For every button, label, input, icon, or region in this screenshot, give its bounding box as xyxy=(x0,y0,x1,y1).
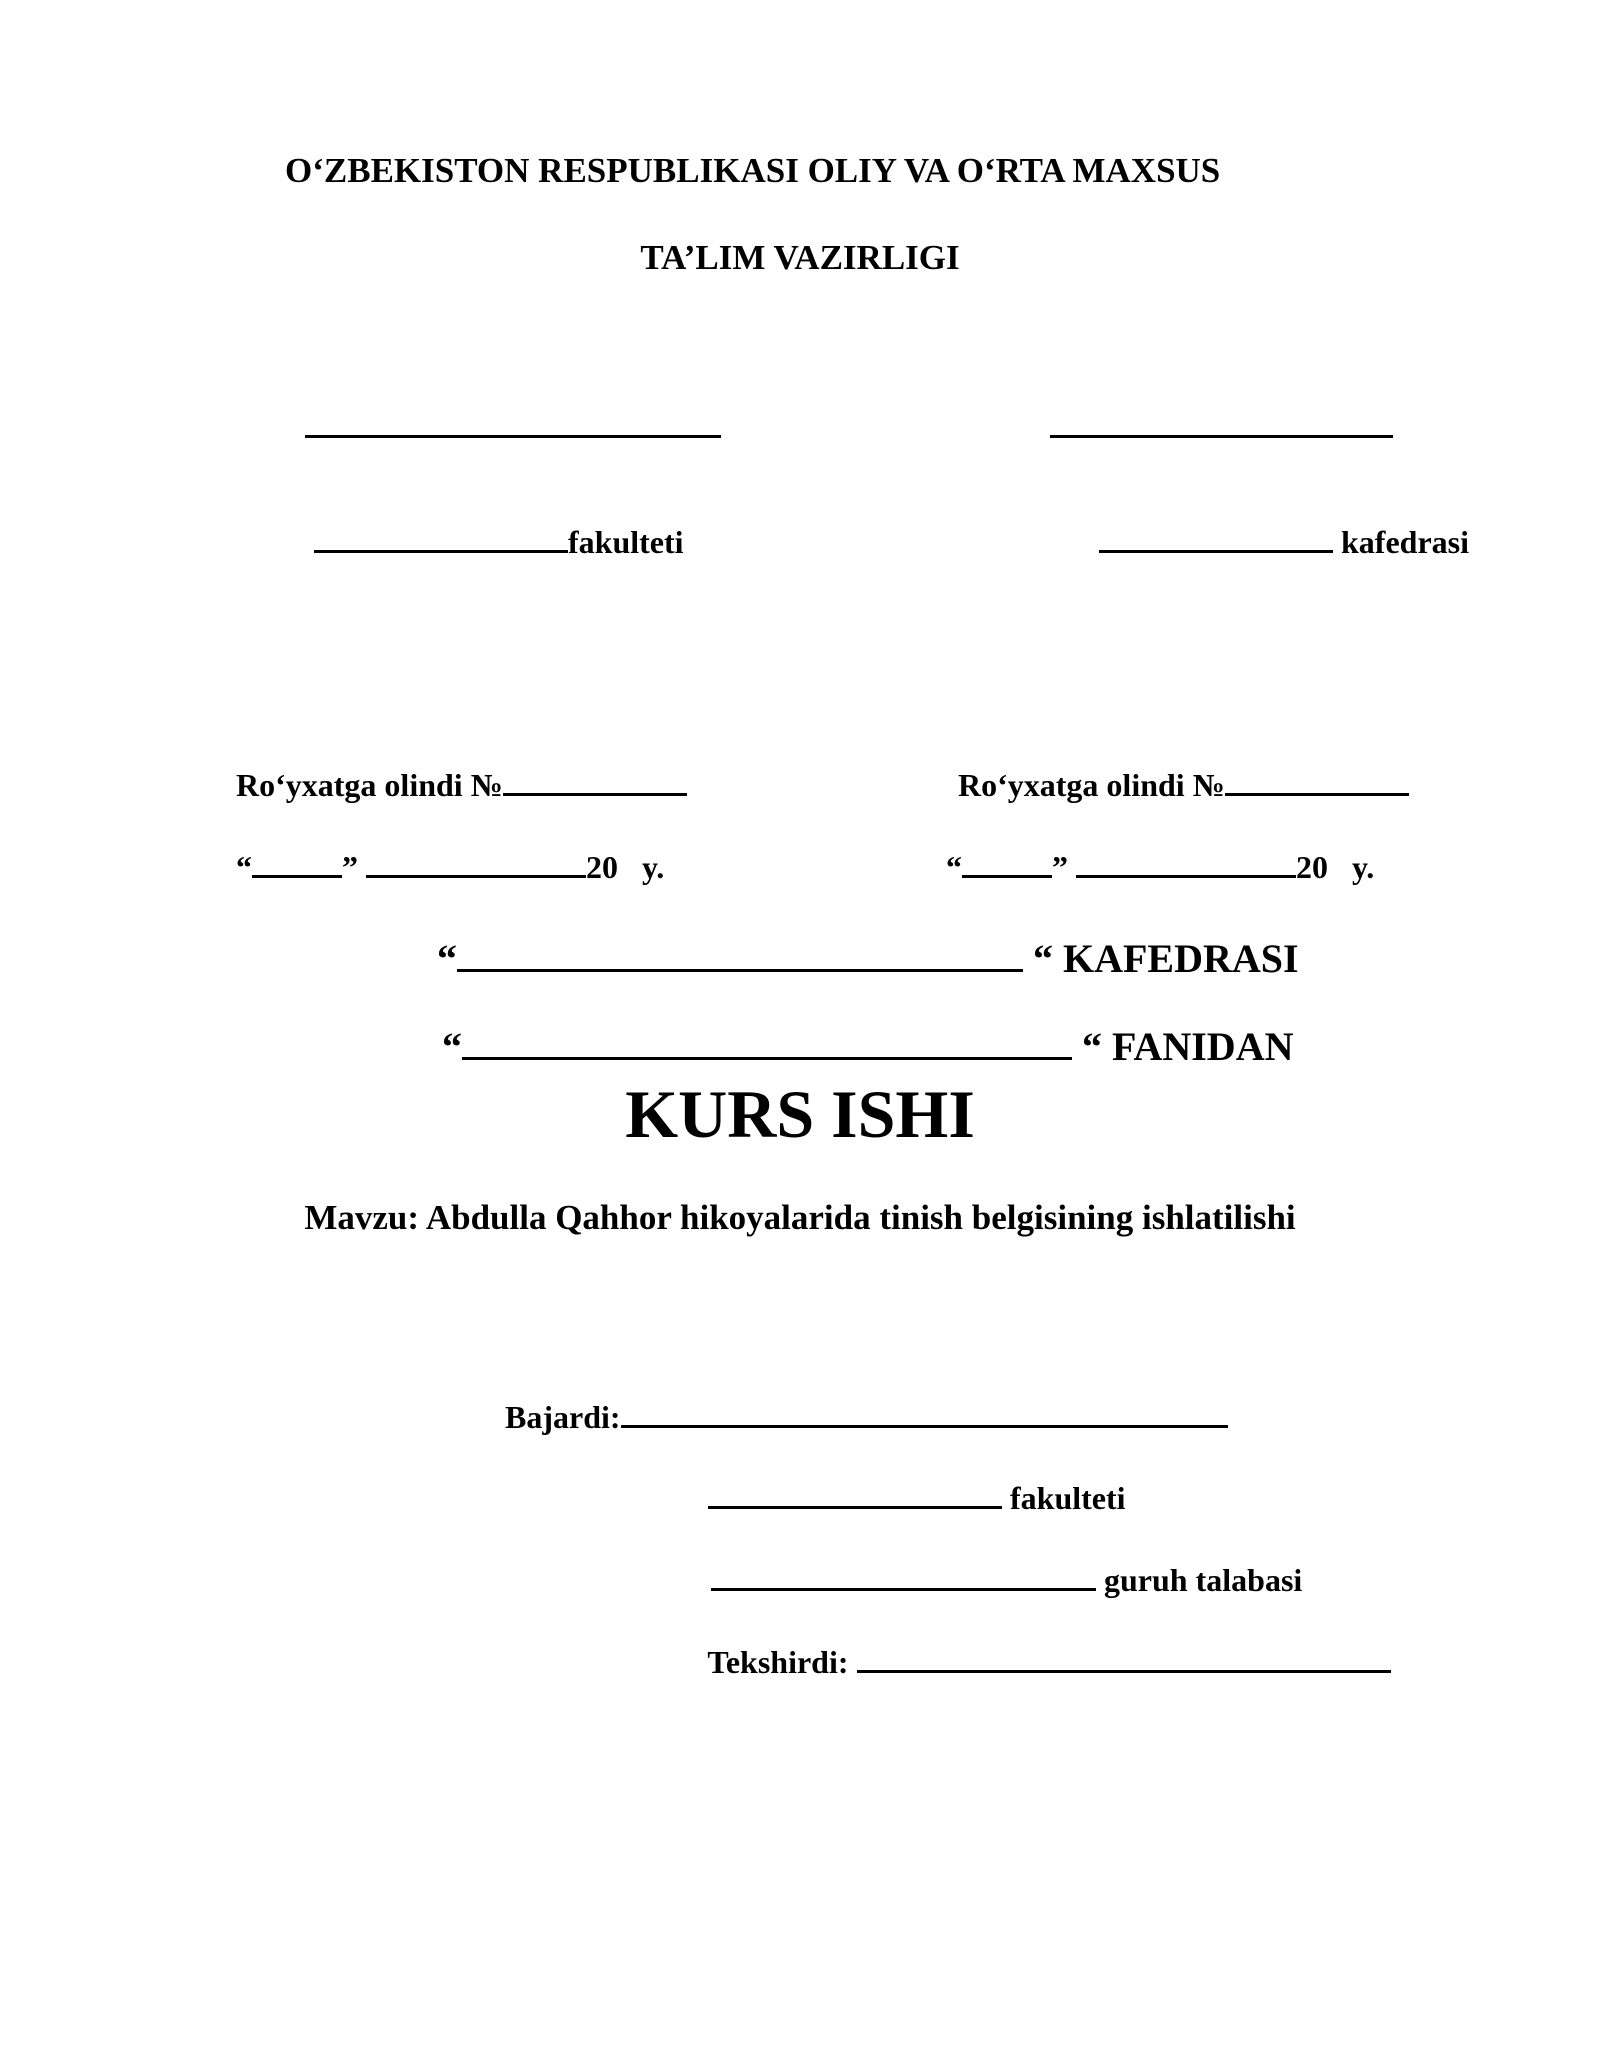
registration-left-label: Ro‘yxatga olindi № xyxy=(236,767,503,804)
student-group-blank xyxy=(711,1562,1096,1591)
institution-blank-right xyxy=(1050,435,1393,438)
department-label: kafedrasi xyxy=(1341,524,1469,561)
student-group-line xyxy=(695,1530,1303,1599)
date-left-year-suffix: y. xyxy=(642,849,665,886)
student-faculty-line xyxy=(692,1448,1126,1517)
registration-left-number-blank xyxy=(503,767,687,796)
registration-right-label: Ro‘yxatga olindi № xyxy=(958,767,1225,804)
topic-line: Mavzu: Abdulla Qahhor hikoyalarida tinish belgisining ishlatilishi xyxy=(304,1198,1296,1237)
date-right-close-quote: ” xyxy=(1052,849,1068,886)
registration-left xyxy=(220,735,687,804)
date-left-month-blank xyxy=(366,849,586,878)
department-blank xyxy=(1099,524,1333,553)
department-line xyxy=(1083,492,1469,561)
faculty-line xyxy=(298,492,684,561)
date-left-day-blank xyxy=(252,849,342,878)
fan-name-blank xyxy=(462,1024,1072,1060)
student-faculty-label: fakulteti xyxy=(1010,1480,1126,1517)
date-left-year: 20 xyxy=(586,849,618,886)
date-left-open-quote: “ xyxy=(236,849,252,886)
date-left xyxy=(220,817,665,886)
ministry-header-line1: O‘ZBEKISTON RESPUBLIKASI OLIY VA O‘RTA MAXSUS xyxy=(285,151,1221,190)
registration-right-number-blank xyxy=(1225,767,1409,796)
fan-line xyxy=(422,984,1293,1067)
kafedra-name-blank xyxy=(457,936,1023,972)
checked-by-blank xyxy=(857,1644,1391,1673)
date-right-open-quote: “ xyxy=(946,849,962,886)
faculty-label: fakulteti xyxy=(568,524,684,561)
document-title: KURS ISHI xyxy=(625,1076,975,1152)
checked-by-label: Tekshirdi: xyxy=(707,1644,849,1681)
performed-by-blank xyxy=(621,1399,1228,1428)
performed-by-line xyxy=(489,1367,1228,1436)
kafedra-label: “ KAFEDRASI xyxy=(1033,935,1299,981)
student-faculty-blank xyxy=(708,1480,1002,1509)
ministry-header-line2: TA’LIM VAZIRLIGI xyxy=(640,238,960,277)
institution-blank-left xyxy=(305,435,721,438)
performed-by-label: Bajardi: xyxy=(505,1399,621,1436)
student-group-label: guruh talabasi xyxy=(1104,1562,1303,1599)
checked-by-line xyxy=(692,1612,1391,1681)
kafedra-line xyxy=(417,896,1299,979)
faculty-blank xyxy=(314,524,568,553)
kafedra-open-quote: “ xyxy=(437,935,457,981)
date-right-day-blank xyxy=(962,849,1052,878)
registration-right xyxy=(942,735,1409,804)
date-right-year: 20 xyxy=(1296,849,1328,886)
date-right-month-blank xyxy=(1076,849,1296,878)
date-right-year-suffix: y. xyxy=(1352,849,1375,886)
date-right xyxy=(930,817,1375,886)
fan-open-quote: “ xyxy=(442,1023,462,1069)
fan-label: “ FANIDAN xyxy=(1082,1023,1294,1069)
date-left-close-quote: ” xyxy=(342,849,358,886)
